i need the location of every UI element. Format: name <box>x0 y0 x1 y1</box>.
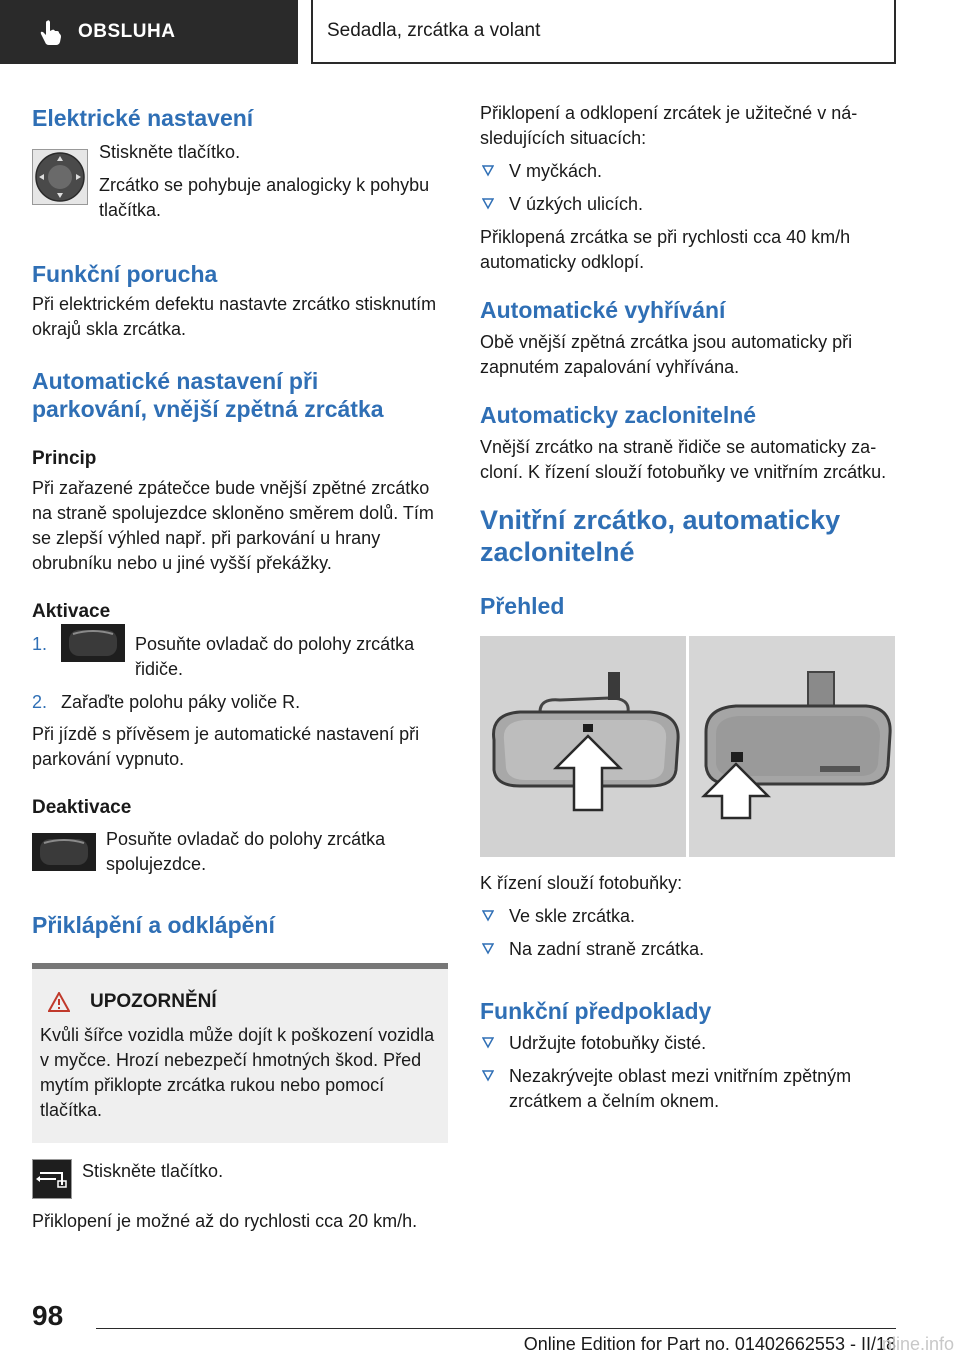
page-header <box>0 0 960 66</box>
fold-button-row <box>32 1159 448 1199</box>
triangle-bullet-icon <box>482 943 494 955</box>
triangle-bullet-icon <box>482 1037 494 1049</box>
mirror-joystick-icon <box>32 149 88 205</box>
activation-title: Aktivace <box>32 601 111 622</box>
footer-divider <box>96 1328 896 1329</box>
mirror-switch-icon <box>61 624 125 662</box>
principle-title: Princip <box>32 448 97 469</box>
step-number: 1. <box>32 634 48 654</box>
section-label: OBSLUHA <box>78 21 176 42</box>
list-item: Udržujte fotobuňky čisté. <box>480 1031 896 1056</box>
deactivation-text: Posuňte ovladač do polohy zrcátka spolujezdce. <box>106 829 386 874</box>
prerequisites-list <box>480 1031 896 1114</box>
warning-text: Kvůli šířce vozidla může dojít k poškození vozidla v myčce. Hrozí nebezpečí hmotných škod. Před mytím přiklopte zrcátka rukou nebo pomocí tlačítka. <box>40 1025 435 1120</box>
heating-text: Obě vnější zpětná zrcátka jsou automaticky při zapnutém zapalování vyhřívána. <box>480 332 853 377</box>
triangle-bullet-icon <box>482 198 494 210</box>
heading-overview: Přehled <box>480 593 565 619</box>
watermark: nline.info <box>881 1334 954 1354</box>
photocells-list <box>480 904 896 962</box>
triangle-bullet-icon <box>482 1070 494 1082</box>
left-column <box>32 100 448 1234</box>
dimming-text: Vnější zrcátko na straně řidiče se automaticky zacloní. K řízení slouží fotobuňky ve vnitřním zrcátku. <box>480 437 887 482</box>
heading-interior-mirror: Vnitřní zrcátko, automaticky zaclonitelné <box>480 505 841 567</box>
warning-title-row <box>48 991 440 1013</box>
list-item: V myčkách. <box>480 159 896 184</box>
deactivation-title: Deaktivace <box>32 797 132 818</box>
principle-text: Při zařazené zpátečce bude vnější zpětné zrcátko na straně spolujezdce skloněno směrem dolů. Tím se zlepší výhled např. při parkování u hrany obrubníku nebo u jiné vyšší překážky. <box>32 478 434 573</box>
list-item: Ve skle zrcátka. <box>480 904 896 929</box>
page-footer <box>0 1290 960 1362</box>
electric-adjust-row <box>32 140 448 223</box>
step-1-text: Posuňte ovladač do polohy zrcátka řidiče. <box>135 634 415 679</box>
list-item: Na zadní straně zrcátka. <box>480 937 896 962</box>
warning-title: UPOZORNĚNÍ <box>90 991 217 1012</box>
heading-auto-heating: Automatické vyhřívání <box>480 297 726 323</box>
list-item: Nezakrývejte oblast mezi vnitřním zpětným zrcátkem a čelním oknem. <box>480 1064 896 1114</box>
section-tab <box>0 0 298 64</box>
photocells-intro: K řízení slouží fotobuňky: <box>480 873 683 893</box>
malfunction-text: Při elektrickém defektu nastavte zrcátko stisknutím okrajů skla zrcátka. <box>32 294 437 339</box>
edition-text: Online Edition for Part no. 01402662553 - II/18 <box>523 1334 896 1354</box>
activation-step-2 <box>32 690 448 715</box>
heading-malfunction: Funkční porucha <box>32 261 218 287</box>
electric-description: Zrcátko se pohybuje analogicky k pohybu tlačítka. <box>99 175 430 220</box>
activation-step-1 <box>32 632 448 682</box>
hand-pointer-icon <box>40 19 62 45</box>
step-2-text: Zařaďte polohu páky voliče R. <box>61 692 301 712</box>
triangle-bullet-icon <box>482 165 494 177</box>
mirror-fold-button-icon <box>32 1159 72 1199</box>
list-item: V úzkých ulicích. <box>480 192 896 217</box>
interior-mirror-photo <box>480 636 895 857</box>
heading-auto-parking: Automatické nastavení při parkování, vnější zpětná zrcátka <box>32 368 384 422</box>
warning-triangle-icon <box>48 992 70 1012</box>
heading-auto-dimming: Automaticky zaclonitelné <box>480 402 757 428</box>
fold-situations-list <box>480 159 896 217</box>
heading-folding: Přiklápění a odklápění <box>32 912 275 938</box>
page-number: 98 <box>32 1300 64 1331</box>
chapter-title: Sedadla, zrcátka a volant <box>311 0 896 64</box>
triangle-bullet-icon <box>482 910 494 922</box>
trailer-note: Při jízdě s přívěsem je automatické nastavení při parkování vypnuto. <box>32 724 420 769</box>
fold-intro: Přiklopení a odklopení zrcátek je užitečné v následujících situacích: <box>480 103 858 148</box>
fold-button-text: Stiskněte tlačítko. <box>82 1161 224 1181</box>
auto-unfold-note: Přiklopená zrcátka se při rychlosti cca 40 km/h automaticky odklopí. <box>480 227 851 272</box>
electric-press-button: Stiskněte tlačítko. <box>99 142 241 162</box>
right-column <box>480 100 896 1114</box>
warning-box <box>32 963 448 1143</box>
heading-electric-adjustment: Elektrické nastavení <box>32 105 254 131</box>
step-number: 2. <box>32 692 48 712</box>
fold-speed-note: Přiklopení je možné až do rychlosti cca 20 km/h. <box>32 1211 418 1231</box>
mirror-switch-icon <box>32 833 96 871</box>
heading-prerequisites: Funkční předpoklady <box>480 998 712 1024</box>
deactivation-row <box>32 827 448 877</box>
